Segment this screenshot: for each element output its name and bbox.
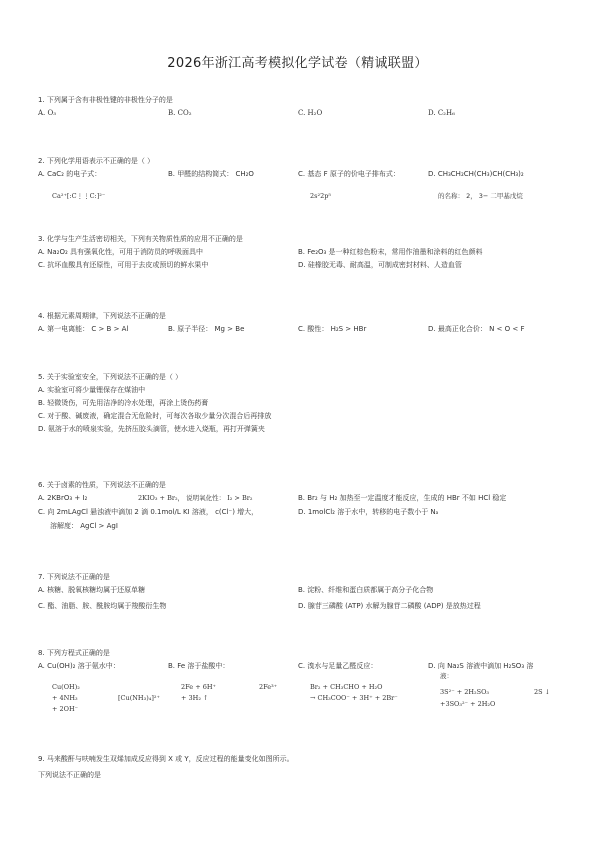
equation-line: + 4NH₃ — [52, 694, 78, 702]
option-c: C. 酸性： H₂S > HBr — [298, 325, 367, 333]
question-5 — [38, 372, 568, 435]
options-row — [38, 260, 568, 272]
option-d: D. 向 Na₂S 溶液中滴加 H₂SO₃ 溶 — [428, 662, 534, 670]
option-a: A. Na₂O₂ 具有强氧化性，可用于消防员的呼吸面具中 — [38, 248, 203, 256]
option-b: B. 原子半径： Mg > Be — [168, 325, 245, 333]
option-d-name: 的名称： 2， 3− 二甲基戊烷 — [438, 192, 523, 200]
equation-line: Cu(OH)₂ — [52, 683, 80, 691]
options-row — [38, 585, 568, 597]
equation-product: [Cu(NH₃)₄]²⁺ — [118, 694, 160, 702]
option-c: C. 向 2mLAgCl 悬浊液中滴加 2 滴 0.1mol/L KI 溶液， c(Cl⁻) 增大， — [38, 508, 259, 516]
option-c-continuation: 溶解度： AgCl > AgI — [50, 522, 118, 530]
option-b: B. CO₂ — [168, 109, 192, 117]
option-c: C. 基态 F 原子的价电子排布式： — [298, 170, 400, 178]
option-a: A. CaC₂ 的电子式： — [38, 170, 102, 178]
question-stem: 2. 下列化学用语表示不正确的是（ ） — [38, 157, 155, 165]
question-stem: 4. 根据元素周期律，下列说法不正确的是 — [38, 312, 166, 320]
options-row — [38, 493, 568, 505]
question-4 — [38, 311, 568, 336]
question-stem-continuation: 下列说法不正确的是 — [38, 771, 101, 779]
option-b: B. 轻微烫伤，可先用洁净的冷水处理，再涂上烫伤药膏 — [38, 399, 209, 407]
question-stem: 9. 马来酸酐与呋喃发生双烯加成反应得到 X 或 Y，反应过程的能量变化如图所示。 — [38, 755, 294, 763]
option-b: B. Fe 溶于盐酸中： — [168, 662, 230, 670]
option-c-formula: 2s²2p⁵ — [310, 192, 331, 200]
option-d: D. 最高正化合价： N < O < F — [428, 325, 525, 333]
option-c: C. 抗坏血酸具有还原性，可用于去皮或预切的鲜水果中 — [38, 261, 209, 269]
option-a-continuation: 2KIO₃ + Br₂， 说明氧化性： I₂ > Br₂ — [138, 494, 253, 502]
question-stem: 1. 下列属于含有非极性键的非极性分子的是 — [38, 96, 173, 104]
equation-product: 2S ↓ — [534, 688, 551, 696]
equation-line: +3SO₃²⁻ + 2H₂O — [440, 700, 496, 708]
option-c: C. 酯、油脂、胺、酰胺均属于羧酸衍生物 — [38, 602, 167, 610]
option-a: A. Cu(OH)₂ 溶于氨水中： — [38, 662, 120, 670]
question-1 — [38, 95, 568, 120]
question-stem: 3. 化学与生产生活密切相关，下列有关物质性质的应用不正确的是 — [38, 235, 243, 243]
option-d-continuation: 液： — [440, 672, 453, 680]
options-row — [38, 247, 568, 259]
equation-line: Br₂ + CH₃CHO + H₂O — [310, 683, 383, 691]
question-stem: 7. 下列说法不正确的是 — [38, 573, 110, 581]
question-6 — [38, 480, 568, 532]
question-3 — [38, 234, 568, 272]
page-title: 2026年浙江高考模拟化学试卷（精诚联盟） — [167, 56, 428, 71]
option-d: D. 1molCl₂ 溶于水中，转移的电子数小于 Nₐ — [298, 508, 439, 516]
option-b: B. Fe₂O₃ 是一种红棕色粉末，常用作油墨和涂料的红色颜料 — [298, 248, 483, 256]
equation-line: 2Fe + 6H⁺ — [181, 683, 216, 691]
options-row — [38, 324, 568, 336]
question-9 — [38, 754, 568, 781]
option-d: D. 氨溶于水的喷泉实验，先挤压胶头滴管，使水进入烧瓶，再打开弹簧夹 — [38, 425, 265, 433]
equation-line: + 3H₂ ↑ — [181, 694, 209, 702]
question-stem: 5. 关于实验室安全，下列说法不正确的是（ ） — [38, 373, 183, 381]
option-d: D. CH₃CH₂CH(CH₃)CH(CH₃)₂ — [428, 170, 524, 178]
equation-line: → CH₃COO⁻ + 3H⁺ + 2Br⁻ — [310, 694, 398, 702]
question-7 — [38, 572, 568, 613]
options-row — [38, 507, 568, 519]
option-a: A. 核糖、脱氧核糖均属于还原单糖 — [38, 586, 146, 594]
option-d: D. 硅橡胶无毒、耐高温，可制成密封材料、人造血管 — [298, 261, 462, 269]
option-c: C. 溴水与足量乙醛反应： — [298, 662, 378, 670]
equation-line: + 2OH⁻ — [52, 705, 79, 713]
question-stem: 8. 下列方程式正确的是 — [38, 649, 110, 657]
option-c: C. H₂O — [298, 109, 323, 117]
option-a-formula: Ca²⁺[:C⋮⋮C:]²⁻ — [52, 192, 106, 200]
equation-line: 3S²⁻ + 2H₂SO₃ — [440, 688, 490, 696]
question-2 — [38, 156, 568, 200]
option-c: C. 对于酸、碱废液，确定混合无危险时，可每次各取少量分次混合后再排放 — [38, 412, 272, 420]
options-row — [38, 601, 568, 613]
options-row — [38, 169, 568, 181]
option-a: A. 第一电离能： C > B > Al — [38, 325, 129, 333]
option-a: A. 2KBrO₃ + I₂ — [38, 494, 88, 502]
options-row — [38, 108, 568, 120]
option-b: B. 甲醛的结构简式： CH₂O — [168, 170, 254, 178]
option-a: A. O₃ — [38, 109, 57, 117]
option-b: B. 淀粉、纤维和蛋白质都属于高分子化合物 — [298, 586, 434, 594]
option-d: D. C₂H₆ — [428, 109, 455, 117]
question-stem: 6. 关于卤素的性质，下列说法不正确的是 — [38, 481, 166, 489]
question-8 — [38, 648, 568, 713]
options-row — [38, 661, 568, 673]
option-d: D. 腺苷三磷酸 (ATP) 水解为腺苷二磷酸 (ADP) 是放热过程 — [298, 602, 481, 610]
option-a: A. 实验室可将少量锂保存在煤油中 — [38, 386, 146, 394]
option-b: B. Br₂ 与 H₂ 加热至一定温度才能反应，生成的 HBr 不如 HCl 稳定 — [298, 494, 507, 502]
equation-product: 2Fe³⁺ — [259, 683, 278, 691]
